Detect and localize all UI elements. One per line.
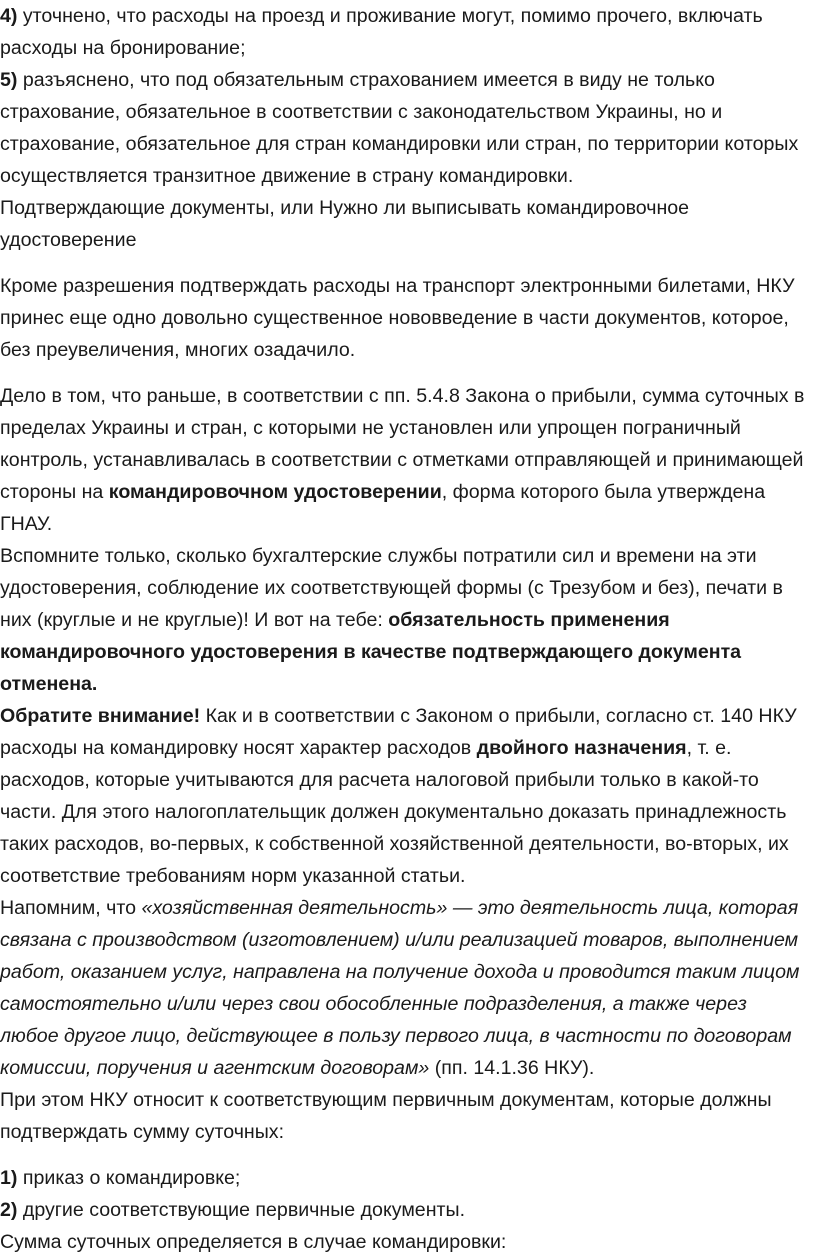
paragraph-text: , форма которого была утверждена ГНАУ. bbox=[0, 481, 766, 535]
paragraph-certificates bbox=[0, 540, 810, 700]
list-number: 4) bbox=[0, 5, 18, 27]
list-item-5 bbox=[0, 64, 810, 192]
paragraph-text: Как и в соответствии с Законом о прибыли, согласно ст. 140 НКУ расходы на командировку носят характер расходов bbox=[0, 705, 797, 759]
paragraph-profit-law bbox=[0, 380, 810, 540]
list-number: 2) bbox=[0, 1199, 18, 1221]
paragraph-attention bbox=[0, 700, 810, 892]
paragraph-per-diem: Сумма суточных определяется в случае командировки: bbox=[0, 1231, 507, 1253]
paragraph-text: , т. е. расходов, которые учитываются для расчета налоговой прибыли только в какой-то части. Для этого налогоплательщик должен документально доказать принадлежность таких расходов, во-первых, к собственной хозяйственной деятельности, во-вторых, их соответствие требованиям норм указанной статьи. bbox=[0, 737, 789, 887]
paragraph-text: (пп. 14.1.36 НКУ). bbox=[429, 1057, 595, 1079]
paragraph-bold-text: обязательность применения командировочного удостоверения в качестве подтверждающего документа отменена. bbox=[0, 609, 742, 695]
list-item-4 bbox=[0, 0, 810, 64]
list-item-text: приказ о командировке; bbox=[17, 1167, 241, 1189]
paragraph-text: Вспомните только, сколько бухгалтерские службы потратили сил и времени на эти удостоверения, соблюдение их соответствующей формы (с Трезубом и без), печати в них (круглые и не круглые)! И вот на тебе: bbox=[0, 545, 783, 631]
paragraph-definition bbox=[0, 892, 810, 1084]
list-item-1 bbox=[0, 1162, 810, 1194]
definition-quote: «хозяйственная деятельность» — это деятельность лица, которая связана с производством (изготовлением) и/или реализацией товаров, выполнением работ, оказанием услуг, направлена на получение дохода и проводится таким лицом самостоятельно и/или через свои обособленные подразделения, а также через любое другое лицо, действующее в пользу первого лица, в частности по договорам комиссии, поручения и агентским договорам» bbox=[0, 897, 800, 1079]
list-item-2 bbox=[0, 1194, 810, 1226]
attention-label: Обратите внимание! bbox=[0, 705, 201, 727]
section-heading: Подтверждающие документы, или Нужно ли выписывать командировочное удостоверение bbox=[0, 197, 690, 251]
paragraph-electronic-tickets: Кроме разрешения подтверждать расходы на транспорт электронными билетами, НКУ принес еще одно довольно существенное нововведение в части документов, которое, без преувеличения, многих озадачило. bbox=[0, 275, 795, 361]
paragraph-text: Дело в том, что раньше, в соответствии с пп. 5.4.8 Закона о прибыли, сумма суточных в пределах Украины и стран, с которыми не установлен или упрощен пограничный контроль, устанавливалась в соответствии с отметками отправляющей и принимающей стороны на bbox=[0, 385, 805, 503]
list-number: 5) bbox=[0, 69, 18, 91]
paragraph-text: Напомним, что bbox=[0, 897, 142, 919]
list-item-text: разъяснено, что под обязательным страхованием имеется в виду не только страхование, обязательное в соответствии с законодательством Украины, но и страхование, обязательное для стран командировки или стран, по территории которых осуществляется транзитное движение в страну командировки. bbox=[0, 69, 799, 187]
list-item-text: другие соответствующие первичные документы. bbox=[17, 1199, 466, 1221]
paragraph-bold-text: командировочном удостоверении bbox=[108, 481, 442, 503]
list-number: 1) bbox=[0, 1167, 18, 1189]
paragraph-primary-documents: При этом НКУ относит к соответствующим первичным документам, которые должны подтверждать сумму суточных: bbox=[0, 1089, 772, 1143]
list-item-text: уточнено, что расходы на проезд и проживание могут, помимо прочего, включать расходы на бронирование; bbox=[0, 5, 763, 59]
paragraph-bold-text: двойного назначения bbox=[476, 737, 687, 759]
